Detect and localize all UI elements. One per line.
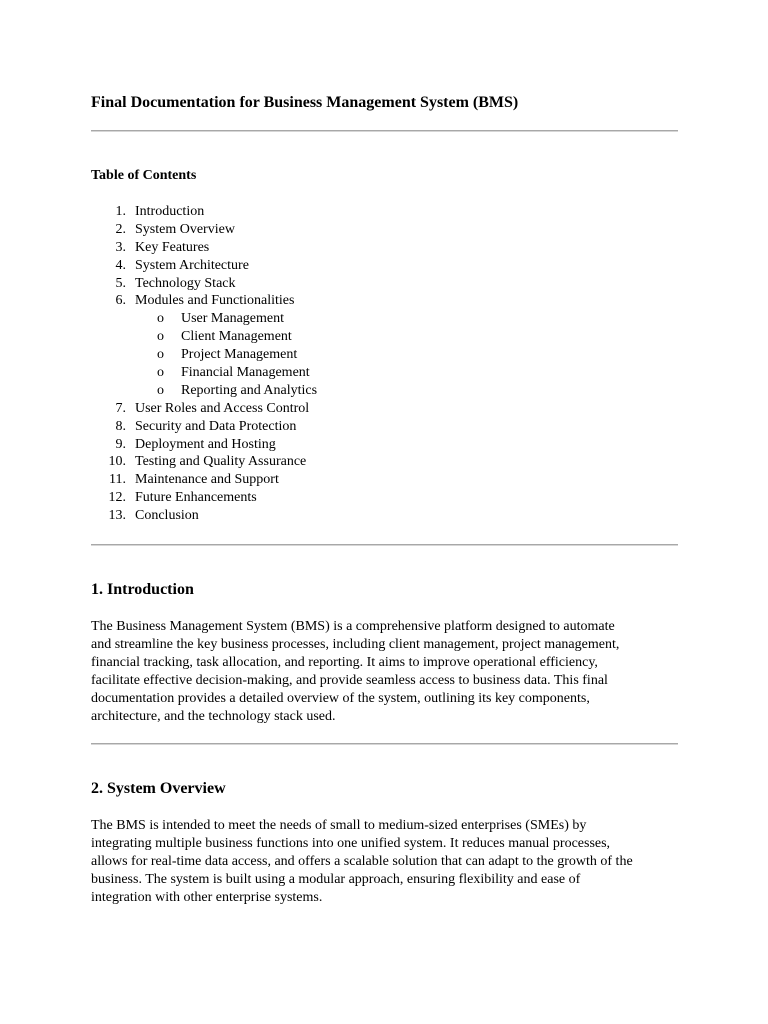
horizontal-divider xyxy=(91,544,678,546)
toc-item-label: Conclusion xyxy=(135,508,199,524)
toc-item xyxy=(0,203,768,221)
toc-bullet: o xyxy=(157,347,164,363)
paragraph-line: The Business Management System (BMS) is a comprehensive platform designed to automate xyxy=(91,619,615,634)
toc-subitem-label: Reporting and Analytics xyxy=(181,382,318,398)
toc-item xyxy=(0,436,768,454)
toc-item-label: User Roles and Access Control xyxy=(135,400,310,416)
toc-item-number: 9. xyxy=(115,436,126,452)
toc-subitem-label: Project Management xyxy=(181,347,298,363)
horizontal-divider xyxy=(91,130,678,132)
paragraph-line: integrating multiple business functions into one unified system. It reduces manual processes, xyxy=(91,836,611,851)
toc-item-number: 1. xyxy=(115,204,126,219)
toc-item-number: 8. xyxy=(115,418,126,434)
paragraph-line: and streamline the key business processes, including client management, project management, xyxy=(91,637,620,652)
toc-item-number: 11. xyxy=(109,472,126,488)
toc-item xyxy=(0,292,768,310)
toc-item xyxy=(0,239,768,257)
toc-item-number: 6. xyxy=(115,293,126,309)
paragraph-line: financial tracking, task allocation, and reporting. It aims to improve operational efficiency, xyxy=(91,655,598,670)
toc-item xyxy=(0,471,768,489)
toc-item-number: 13. xyxy=(108,508,126,524)
toc-item-number: 3. xyxy=(115,239,126,255)
toc-heading: Table of Contents xyxy=(91,168,197,183)
toc-item xyxy=(0,507,768,525)
toc-item-number: 2. xyxy=(115,221,126,237)
toc-item xyxy=(0,275,768,293)
toc-bullet: o xyxy=(157,329,164,345)
toc-subitem xyxy=(0,346,768,364)
toc-subitem-label: User Management xyxy=(181,311,285,327)
paragraph-line: The BMS is intended to meet the needs of small to medium-sized enterprises (SMEs) by xyxy=(91,818,587,833)
toc-bullet: o xyxy=(157,382,164,398)
toc-bullet: o xyxy=(157,311,164,327)
toc-item-label: Maintenance and Support xyxy=(135,472,279,488)
toc-item-label: Technology Stack xyxy=(135,275,236,291)
paragraph-line: architecture, and the technology stack used. xyxy=(91,709,336,724)
table-of-contents xyxy=(0,203,768,525)
section-heading-system-overview: 2. System Overview xyxy=(91,780,226,797)
toc-item-number: 4. xyxy=(115,257,126,273)
paragraph-line: integration with other enterprise systems. xyxy=(91,890,323,905)
toc-item-label: Testing and Quality Assurance xyxy=(135,454,307,470)
toc-item-number: 10. xyxy=(108,454,126,470)
toc-item xyxy=(0,400,768,418)
toc-item xyxy=(0,489,768,507)
toc-bullet: o xyxy=(157,365,164,381)
toc-item-number: 5. xyxy=(115,275,126,291)
toc-item xyxy=(0,453,768,471)
paragraph-line: allows for real-time data access, and offers a scalable solution that can adapt to the growth of the xyxy=(91,854,633,869)
toc-subitem xyxy=(0,364,768,382)
toc-item xyxy=(0,257,768,275)
horizontal-divider xyxy=(91,743,678,745)
system-overview-paragraph xyxy=(91,817,681,907)
toc-item-label: Security and Data Protection xyxy=(135,418,297,434)
toc-item-label: System Overview xyxy=(135,221,235,237)
toc-item xyxy=(0,418,768,436)
section-heading-introduction: 1. Introduction xyxy=(91,581,194,598)
paragraph-line: business. The system is built using a modular approach, ensuring flexibility and ease of xyxy=(91,872,581,887)
document-title: Final Documentation for Business Management System (BMS) xyxy=(91,94,519,111)
toc-item-number: 12. xyxy=(108,490,126,506)
toc-item xyxy=(0,221,768,239)
toc-subitem xyxy=(0,382,768,400)
introduction-paragraph xyxy=(91,618,681,726)
toc-item-label: Modules and Functionalities xyxy=(135,293,295,309)
toc-subitem-label: Client Management xyxy=(181,329,292,345)
paragraph-line: documentation provides a detailed overview of the system, outlining its key components, xyxy=(91,691,590,706)
toc-item-label: Future Enhancements xyxy=(135,490,257,506)
toc-item-label: System Architecture xyxy=(135,257,249,273)
toc-item-label: Key Features xyxy=(135,239,210,255)
toc-subitem xyxy=(0,310,768,328)
paragraph-line: facilitate effective decision-making, and provide seamless access to business data. This final xyxy=(91,673,608,688)
toc-item-label: Deployment and Hosting xyxy=(135,436,276,452)
toc-subitem xyxy=(0,328,768,346)
toc-subitem-label: Financial Management xyxy=(181,365,310,381)
toc-item-number: 7. xyxy=(115,400,126,416)
toc-item-label: Introduction xyxy=(135,204,205,219)
